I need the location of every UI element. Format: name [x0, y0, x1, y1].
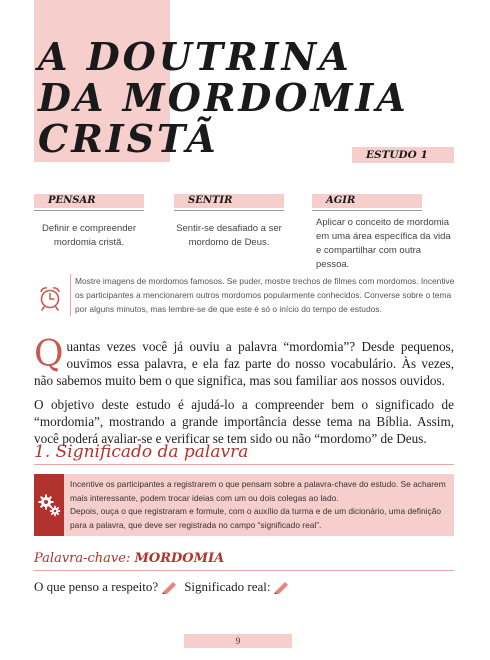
- section-divider: [34, 464, 454, 465]
- objective-feel: [174, 194, 284, 250]
- divider: [174, 210, 284, 211]
- divider: [34, 210, 144, 211]
- intro-paragraph-text: uantas vezes você já ouviu a palavra “mordomia”? Desde pequenos, ouvimos essa palavra, e ela faz parte do nosso vocabulário. Às vezes, não sabemos muito bem o que significa, mas sou familiar aos nossos ouvidos.: [34, 339, 454, 388]
- intro-paragraph: [34, 334, 454, 389]
- keyword-label: Palavra-chave:: [34, 551, 131, 566]
- objective-act-header: AGIR: [312, 194, 422, 208]
- objective-feel-header: SENTIR: [174, 194, 284, 208]
- objective-act: [312, 194, 454, 272]
- page-number: 9: [184, 634, 292, 648]
- title-line-2: DA MORDOMIA: [38, 75, 409, 120]
- keyword-divider: [34, 570, 454, 571]
- page-title: [38, 36, 409, 159]
- title-line-3: CRISTÃ: [38, 116, 219, 161]
- keyword-heading: [34, 551, 224, 566]
- teacher-note-keyword-line-2: Depois, ouça o que registraram e formule, com o auxílio da turma e de um dicionário, uma definição para a palavra, que deve ser registrada no campo “significado real”.: [70, 506, 442, 530]
- section-heading: 1. Significado da palavra: [34, 442, 249, 462]
- prompt-row: [34, 579, 296, 595]
- objective-think: [34, 194, 144, 250]
- divider: [312, 210, 422, 211]
- prompt-real: Significado real:: [184, 579, 271, 594]
- objective-think-header: PENSAR: [34, 194, 144, 208]
- pencil-icon: [272, 580, 290, 594]
- alarm-clock-icon: [34, 272, 66, 322]
- objective-paragraph: O objetivo deste estudo é ajudá-lo a compreender bem o significado de “mordomia”, mostrando a grande importância desse tema na Bíblia. Assim, você poderá avaliar-se e verificar se tem sido ou não “mordomo” de Deus.: [34, 397, 454, 446]
- teacher-note-intro: Mostre imagens de mordomos famosos. Se puder, mostre trechos de filmes com mordomos. Incentive os participantes a mencionarem outros mordomos popularmente conhecidos. Converse sobre o tema por alguns minutos, mas lembre-se de que este é só o início do tempo de estudos.: [70, 274, 458, 316]
- teacher-note-keyword-line-1: Incentive os participantes a registrarem o que pensam sobre a palavra-chave do estudo. Se acharem mais interessante, podem trocar ideias com um ou dois colegas ao lado.: [70, 479, 446, 503]
- keyword-word: MORDOMIA: [134, 551, 225, 566]
- objective-think-text: Definir e compreender mordomia cristã.: [42, 223, 136, 248]
- objective-act-text: Aplicar o conceito de mordomia em uma área específica da vida e compartilhar com outra pessoa.: [316, 217, 451, 270]
- drop-cap: Q: [34, 334, 64, 375]
- gears-icon: [34, 474, 64, 536]
- prompt-think: O que penso a respeito?: [34, 579, 159, 594]
- title-line-1: A DOUTRINA: [38, 34, 352, 79]
- pencil-icon: [160, 580, 178, 594]
- teacher-note-keyword: [64, 474, 454, 536]
- study-label: ESTUDO 1: [352, 147, 454, 163]
- objective-feel-text: Sentir-se desafiado a ser mordomo de Deus.: [176, 223, 282, 248]
